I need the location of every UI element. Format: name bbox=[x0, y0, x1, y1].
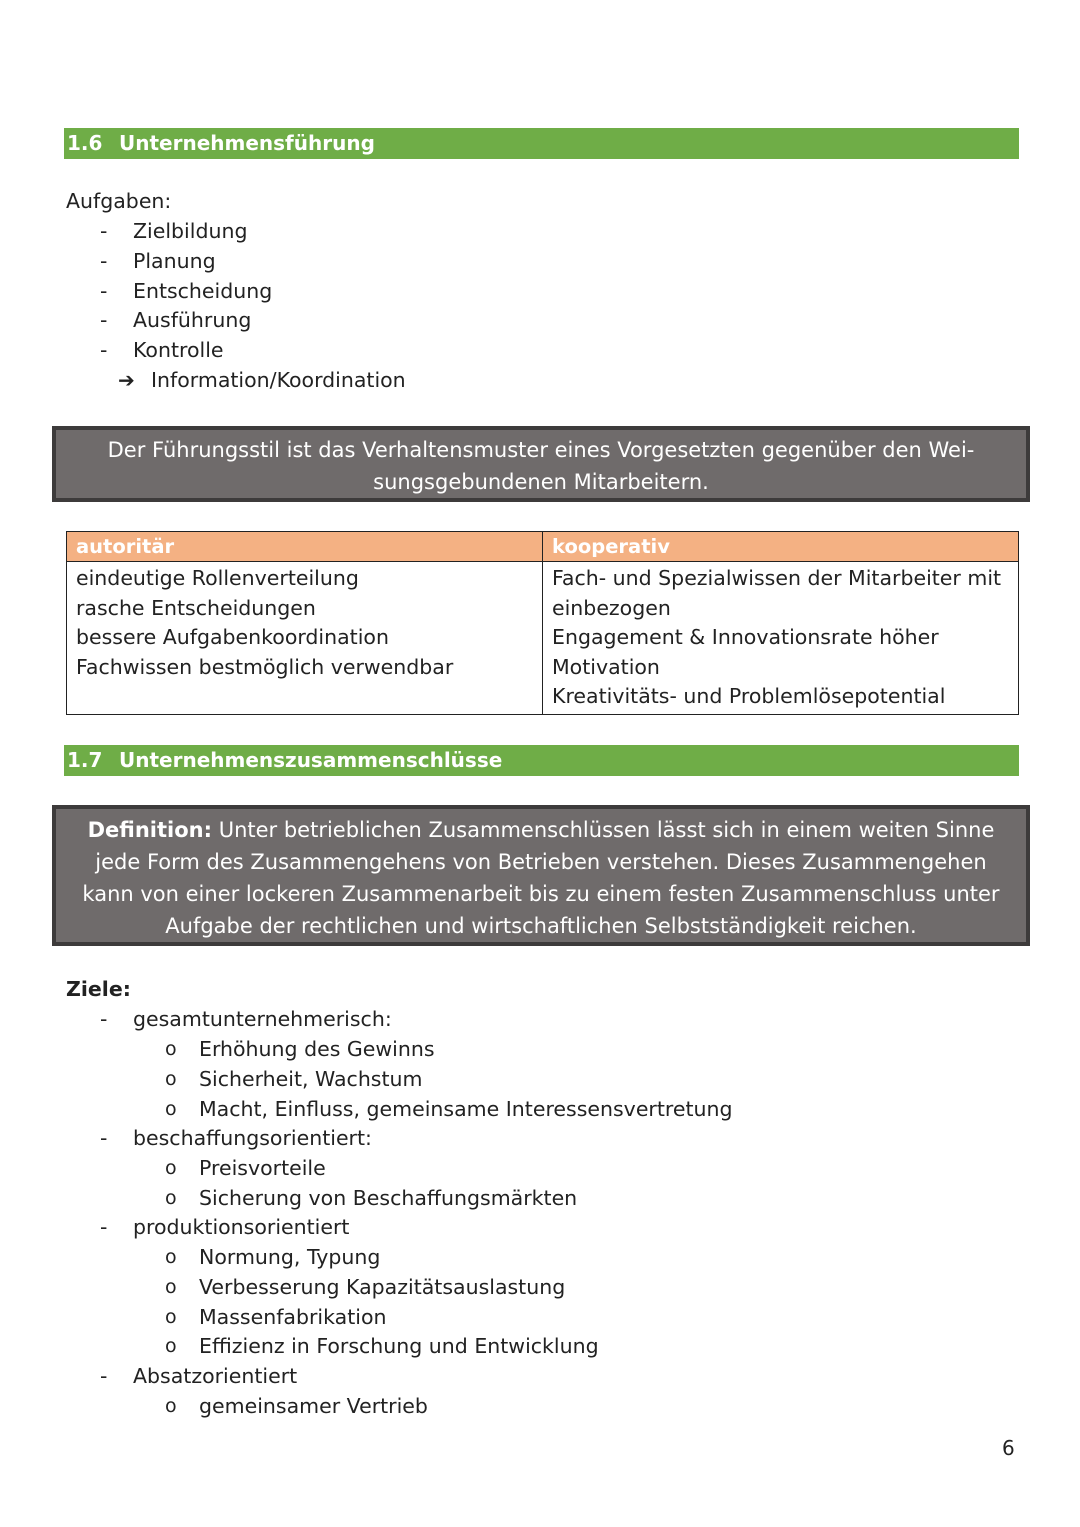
dash-bullet: - bbox=[100, 1126, 108, 1150]
ziele-group bbox=[66, 1213, 349, 1243]
list-item: - Zielbildung bbox=[66, 217, 272, 247]
definition-line: jede Form des Zusammengehens von Betrieben verstehen. Dieses Zusammengehen bbox=[95, 850, 987, 874]
ziele-sublist-3 bbox=[66, 1243, 599, 1362]
dash-bullet: - bbox=[100, 278, 108, 303]
autoritaer-cell bbox=[67, 562, 543, 715]
table-line: bessere Aufgabenkoordination bbox=[76, 625, 389, 650]
ziele-group bbox=[66, 1005, 392, 1035]
circle-bullet: o bbox=[165, 1335, 177, 1358]
table-line: Kreativitäts- und Problemlösepotential bbox=[552, 684, 946, 709]
result-text: Information/Koordination bbox=[151, 368, 406, 392]
circle-bullet: o bbox=[165, 1186, 177, 1209]
section-title: Unternehmenszusammenschlüsse bbox=[119, 748, 503, 772]
table-line: rasche Entscheidungen bbox=[76, 595, 316, 620]
aufgaben-list bbox=[66, 217, 272, 366]
list-item: o Normung, Typung bbox=[66, 1243, 599, 1273]
dash-bullet: - bbox=[100, 1364, 108, 1388]
fuehrungsstil-definition-box bbox=[52, 426, 1030, 502]
list-item: o Preisvorteile bbox=[66, 1154, 577, 1184]
section-number: 1.7 bbox=[67, 748, 103, 772]
dash-bullet: - bbox=[100, 308, 108, 333]
ziele-sublist-4 bbox=[66, 1392, 428, 1422]
ziele-label: Ziele: bbox=[66, 977, 131, 1001]
list-item: o Verbesserung Kapazitätsauslastung bbox=[66, 1273, 599, 1303]
ziele-group bbox=[66, 1124, 372, 1154]
list-item: o Sicherheit, Wachstum bbox=[66, 1065, 733, 1095]
definition-line: Der Führungsstil ist das Verhaltensmuster eines Vorgesetzten gegenüber den Wei- bbox=[107, 438, 975, 462]
table-line: Motivation bbox=[552, 654, 660, 679]
definition-line: Aufgabe der rechtlichen und wirtschaftlichen Selbstständigkeit reichen. bbox=[165, 914, 917, 938]
ziele-sublist-1 bbox=[66, 1035, 733, 1124]
circle-bullet: o bbox=[165, 1067, 177, 1090]
page-number: 6 bbox=[1002, 1436, 1015, 1460]
table-line: Fachwissen bestmöglich verwendbar bbox=[76, 654, 454, 679]
list-item: - Kontrolle bbox=[66, 336, 272, 366]
group-name: beschaffungsorientiert: bbox=[133, 1126, 372, 1150]
definition-line: Definition: Unter betrieblichen Zusammenschlüssen lässt sich in einem weiten Sinne bbox=[87, 818, 995, 842]
column-header-kooperativ: kooperativ bbox=[543, 532, 1019, 562]
zusammenschluss-definition-box bbox=[52, 805, 1030, 946]
list-item: - Ausführung bbox=[66, 306, 272, 336]
group-name: Absatzorientiert bbox=[133, 1364, 298, 1388]
dash-bullet: - bbox=[100, 1007, 108, 1031]
list-item: o gemeinsamer Vertrieb bbox=[66, 1392, 428, 1422]
aufgaben-label: Aufgaben: bbox=[66, 189, 172, 213]
dash-bullet: - bbox=[100, 1215, 108, 1239]
list-item: o Massenfabrikation bbox=[66, 1303, 599, 1333]
table-line: Fach- und Spezialwissen der Mitarbeiter mit bbox=[552, 566, 1002, 590]
circle-bullet: o bbox=[165, 1246, 177, 1268]
circle-bullet: o bbox=[165, 1275, 177, 1298]
list-item: o Effizienz in Forschung und Entwicklung bbox=[66, 1332, 599, 1362]
list-item: o Sicherung von Beschaffungsmärkten bbox=[66, 1184, 577, 1214]
circle-bullet: o bbox=[165, 1305, 177, 1328]
ziele-group bbox=[66, 1362, 297, 1392]
definition-line: sungsgebundenen Mitarbeitern. bbox=[373, 470, 709, 494]
section-header-1-6 bbox=[64, 128, 1019, 159]
aufgaben-result bbox=[118, 366, 406, 396]
section-header-1-7 bbox=[64, 745, 1019, 776]
column-header-autoritaer: autoritär bbox=[67, 532, 543, 562]
dash-bullet: - bbox=[100, 338, 108, 363]
list-item: - Entscheidung bbox=[66, 277, 272, 307]
table-line: eindeutige Rollenverteilung bbox=[76, 566, 359, 590]
circle-bullet: o bbox=[165, 1395, 177, 1417]
ziele-list bbox=[66, 1213, 349, 1243]
ziele-sublist-2 bbox=[66, 1154, 577, 1214]
table-line: einbezogen bbox=[552, 595, 671, 620]
dash-bullet: - bbox=[100, 219, 108, 243]
circle-bullet: o bbox=[165, 1097, 177, 1120]
ziele-list bbox=[66, 1362, 297, 1392]
circle-bullet: o bbox=[165, 1157, 177, 1179]
arrow-right-icon: ➔ bbox=[118, 368, 135, 392]
circle-bullet: o bbox=[165, 1038, 177, 1060]
definition-line: kann von einer lockeren Zusammenarbeit bis zu einem festen Zusammenschluss unter bbox=[82, 882, 1000, 906]
section-title: Unternehmensführung bbox=[119, 131, 375, 155]
definition-label: Definition: bbox=[87, 818, 213, 842]
group-name: gesamtunternehmerisch: bbox=[133, 1007, 392, 1031]
group-name: produktionsorientiert bbox=[133, 1215, 350, 1239]
ziele-list bbox=[66, 1005, 392, 1035]
kooperativ-cell bbox=[543, 562, 1019, 715]
list-item: o Erhöhung des Gewinns bbox=[66, 1035, 733, 1065]
ziele-list bbox=[66, 1124, 372, 1154]
list-item: o Macht, Einfluss, gemeinsame Interessensvertretung bbox=[66, 1095, 733, 1125]
leadership-style-table bbox=[66, 531, 1019, 715]
list-item: - Planung bbox=[66, 247, 272, 277]
table-line: Engagement & Innovationsrate höher bbox=[552, 625, 939, 650]
section-number: 1.6 bbox=[67, 131, 103, 155]
dash-bullet: - bbox=[100, 248, 108, 273]
